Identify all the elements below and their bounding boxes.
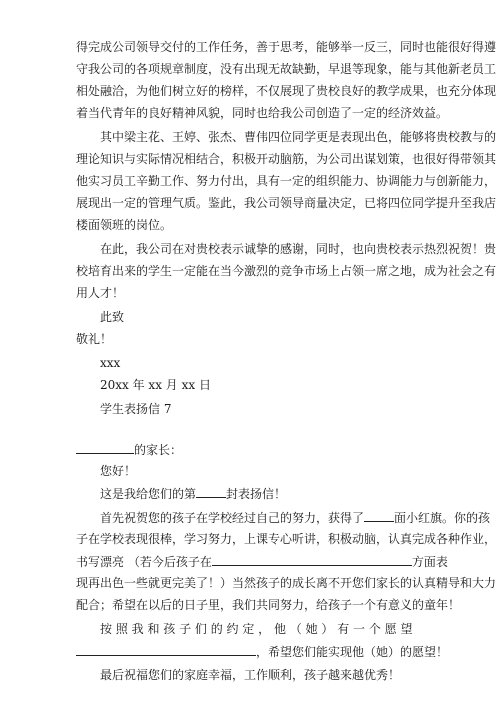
- text-line: [0, 642, 500, 661]
- paragraph-text: 封表扬信！: [226, 487, 287, 501]
- heading-text: 学生表扬信 7: [100, 402, 172, 416]
- paragraph-text: 子在学校表现很棒，学习努力，上课专心听讲，积极动脑，认真完成各种作业，: [76, 532, 497, 546]
- text-line: [0, 574, 500, 592]
- text-line: [0, 216, 500, 234]
- date-line: [0, 376, 500, 394]
- text-line: [0, 194, 500, 212]
- text-line: [0, 240, 500, 258]
- closing-line: [0, 308, 500, 326]
- text-line: [0, 508, 500, 527]
- text-line: [0, 128, 500, 146]
- signer-line: [0, 354, 500, 372]
- paragraph-text: 他实习员工辛勤工作、努力付出，具有一定的组织能力、协调能力与创新能力，: [76, 174, 497, 188]
- blank-underline: [364, 508, 394, 522]
- text-line: [0, 530, 500, 548]
- text-line: [0, 620, 500, 638]
- closing-line: [0, 330, 500, 348]
- paragraph-text: 用人才！: [76, 286, 125, 300]
- text-line: [0, 150, 500, 168]
- paragraph-text: 校培育出来的学生一定能在当今激烈的竞争市场上占领一席之地，成为社会之有: [76, 264, 497, 278]
- text-line: [0, 38, 500, 56]
- blank-underline: [212, 552, 412, 566]
- salutation-text: 的家长：: [134, 443, 183, 457]
- greeting-line: [0, 462, 500, 480]
- paragraph-text: 现再出色一些就更完美了！）当然孩子的成长离不开您们家长的认真精导和大力: [76, 576, 497, 590]
- text-line: [0, 262, 500, 280]
- text-line: [0, 284, 500, 302]
- paragraph-text: 这是我给您们的第: [100, 487, 197, 501]
- text-line: [0, 666, 500, 684]
- text-line: [0, 484, 500, 503]
- paragraph-text: 按 照 我 和 孩 子 们 的 约 定 ， 他 （ 她 ） 有 一 个 愿 望: [100, 622, 413, 636]
- paragraph-text: 书写漂亮 （若今后孩子在: [76, 555, 212, 569]
- signer-text: xxx: [100, 356, 121, 370]
- paragraph-text: 最后祝福您们的家庭幸福，工作顺利，孩子越来越优秀！: [100, 668, 401, 682]
- date-text: 20xx 年 xx 月 xx 日: [100, 378, 211, 392]
- text-line: [0, 552, 500, 571]
- text-line: [0, 60, 500, 78]
- blank-underline: [76, 642, 256, 656]
- paragraph-text: 守我公司的各项规章制度，没有出现无故缺勤，早退等现象，能与其他新老员工: [76, 62, 497, 76]
- text-line: [0, 596, 500, 614]
- paragraph-text: ，希望您们能实现他（她）的愿望！: [256, 645, 449, 659]
- paragraph-text: 方面表: [411, 555, 448, 569]
- text-line: [0, 104, 500, 122]
- salutation-line: [0, 440, 500, 459]
- paragraph-text: 展现出一定的管理气质。鉴此，我公司领导商量决定，已将四位同学提升至我店: [76, 196, 497, 210]
- paragraph-text: 首先祝贺您的孩子在学校经过自己的努力，获得了: [100, 511, 365, 525]
- paragraph-text: 其中梁主花、王婷、张杰、曹伟四位同学更是表现出色，能够将贵校教与的: [100, 130, 497, 144]
- section-heading: [0, 400, 500, 418]
- text-line: [0, 172, 500, 190]
- paragraph-text: 理论知识与实际情况相结合，积极开动脑筋，为公司出谋划策，也很好得带领其: [76, 152, 497, 166]
- paragraph-text: 相处融洽，为他们树立好的榜样，不仅展现了贵校良好的教学成果，也充分体现: [76, 84, 497, 98]
- blank-underline: [76, 440, 134, 454]
- paragraph-text: 得完成公司领导交付的工作任务，善于思考，能够举一反三，同时也能很好得遵: [76, 40, 497, 54]
- blank-underline: [196, 484, 226, 498]
- greeting-text: 您好！: [100, 464, 137, 478]
- closing-text: 此致: [100, 310, 125, 324]
- paragraph-text: 面小红旗。你的孩: [394, 511, 491, 525]
- paragraph-text: 楼面领班的岗位。: [76, 218, 173, 232]
- paragraph-text: 着当代青年的良好精神风貌，同时也给我公司创造了一定的经济效益。: [76, 106, 449, 120]
- text-line: [0, 82, 500, 100]
- paragraph-text: 配合；希望在以后的日子里，我们共同努力，给孩子一个有意义的童年！: [76, 598, 461, 612]
- closing-text: 敬礼！: [76, 332, 113, 346]
- paragraph-text: 在此，我公司在对贵校表示诚挚的感谢，同时，也向贵校表示热烈祝贺！贵: [100, 242, 497, 256]
